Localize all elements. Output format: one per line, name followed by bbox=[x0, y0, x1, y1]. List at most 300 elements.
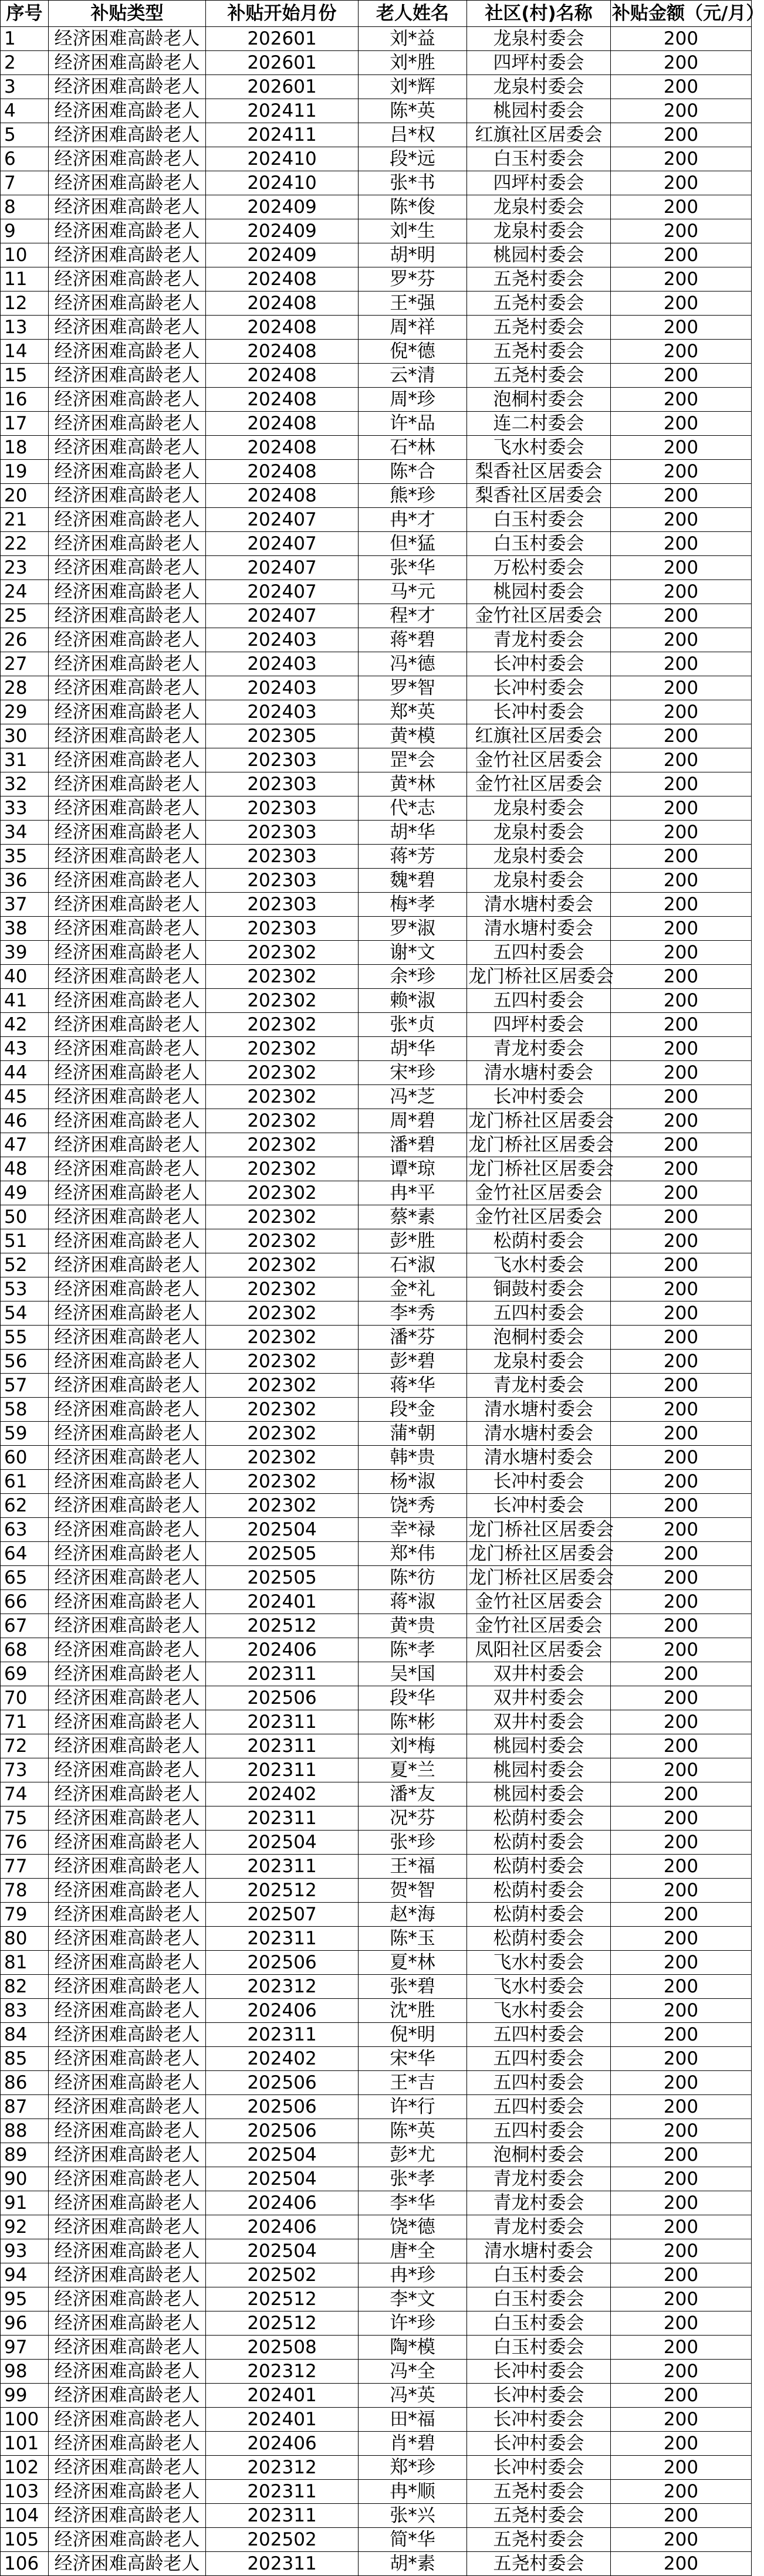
row-community: 龙门桥社区居委会 bbox=[467, 1566, 611, 1590]
row-community: 双井村委会 bbox=[467, 1710, 611, 1734]
row-seq: 48 bbox=[1, 1157, 49, 1181]
row-amount: 200 bbox=[611, 2336, 752, 2360]
table-row bbox=[1, 195, 752, 219]
row-start-month: 202402 bbox=[206, 1782, 359, 1806]
row-subsidy-type: 经济困难高龄老人 bbox=[49, 748, 206, 772]
table-row bbox=[1, 2023, 752, 2047]
table-row bbox=[1, 436, 752, 460]
row-community: 五尧村委会 bbox=[467, 316, 611, 340]
row-community: 长冲村委会 bbox=[467, 1494, 611, 1518]
row-community: 五四村委会 bbox=[467, 2023, 611, 2047]
row-elder-name: 周*碧 bbox=[359, 1109, 467, 1133]
row-community: 四坪村委会 bbox=[467, 171, 611, 195]
table-row bbox=[1, 2239, 752, 2263]
table-row bbox=[1, 75, 752, 99]
row-subsidy-type: 经济困难高龄老人 bbox=[49, 1831, 206, 1855]
row-seq: 24 bbox=[1, 580, 49, 604]
table-row bbox=[1, 1927, 752, 1951]
table-row bbox=[1, 1975, 752, 1999]
row-amount: 200 bbox=[611, 1710, 752, 1734]
table-row bbox=[1, 1879, 752, 1903]
row-community: 青龙村委会 bbox=[467, 1037, 611, 1061]
table-row bbox=[1, 1205, 752, 1229]
table-row bbox=[1, 2263, 752, 2287]
row-seq: 39 bbox=[1, 941, 49, 965]
row-community: 青龙村委会 bbox=[467, 2215, 611, 2239]
row-subsidy-type: 经济困难高龄老人 bbox=[49, 917, 206, 941]
row-community: 五尧村委会 bbox=[467, 2528, 611, 2552]
row-elder-name: 潘*友 bbox=[359, 1782, 467, 1806]
row-community: 青龙村委会 bbox=[467, 2191, 611, 2215]
row-community: 龙泉村委会 bbox=[467, 27, 611, 51]
row-start-month: 202506 bbox=[206, 1951, 359, 1975]
row-elder-name: 赖*淑 bbox=[359, 989, 467, 1013]
row-start-month: 202302 bbox=[206, 1326, 359, 1350]
row-elder-name: 黄*贵 bbox=[359, 1614, 467, 1638]
table-row bbox=[1, 748, 752, 772]
row-seq: 65 bbox=[1, 1566, 49, 1590]
row-seq: 28 bbox=[1, 676, 49, 700]
row-seq: 12 bbox=[1, 292, 49, 316]
row-seq: 76 bbox=[1, 1831, 49, 1855]
row-seq: 70 bbox=[1, 1686, 49, 1710]
row-elder-name: 云*清 bbox=[359, 364, 467, 388]
table-row bbox=[1, 604, 752, 628]
row-community: 长冲村委会 bbox=[467, 2360, 611, 2384]
row-elder-name: 黄*模 bbox=[359, 724, 467, 748]
row-amount: 200 bbox=[611, 2456, 752, 2480]
row-elder-name: 刘*胜 bbox=[359, 51, 467, 75]
row-start-month: 202409 bbox=[206, 219, 359, 243]
table-row bbox=[1, 147, 752, 171]
row-subsidy-type: 经济困难高龄老人 bbox=[49, 2384, 206, 2408]
row-seq: 75 bbox=[1, 1806, 49, 1831]
row-subsidy-type: 经济困难高龄老人 bbox=[49, 1301, 206, 1326]
table-row bbox=[1, 316, 752, 340]
row-subsidy-type: 经济困难高龄老人 bbox=[49, 340, 206, 364]
table-row bbox=[1, 1903, 752, 1927]
row-subsidy-type: 经济困难高龄老人 bbox=[49, 628, 206, 652]
row-amount: 200 bbox=[611, 917, 752, 941]
table-row bbox=[1, 1566, 752, 1590]
row-amount: 200 bbox=[611, 1301, 752, 1326]
row-start-month: 202508 bbox=[206, 2336, 359, 2360]
row-subsidy-type: 经济困难高龄老人 bbox=[49, 893, 206, 917]
row-subsidy-type: 经济困难高龄老人 bbox=[49, 1927, 206, 1951]
row-amount: 200 bbox=[611, 75, 752, 99]
row-amount: 200 bbox=[611, 1903, 752, 1927]
row-start-month: 202302 bbox=[206, 1157, 359, 1181]
row-subsidy-type: 经济困难高龄老人 bbox=[49, 2239, 206, 2263]
table-row bbox=[1, 1446, 752, 1470]
row-start-month: 202504 bbox=[206, 1518, 359, 1542]
row-start-month: 202311 bbox=[206, 2023, 359, 2047]
table-row bbox=[1, 388, 752, 412]
row-subsidy-type: 经济困难高龄老人 bbox=[49, 27, 206, 51]
row-subsidy-type: 经济困难高龄老人 bbox=[49, 1782, 206, 1806]
row-seq: 73 bbox=[1, 1758, 49, 1782]
row-community: 泡桐村委会 bbox=[467, 2143, 611, 2167]
row-seq: 98 bbox=[1, 2360, 49, 2384]
table-row bbox=[1, 1734, 752, 1758]
row-start-month: 202504 bbox=[206, 2143, 359, 2167]
row-start-month: 202303 bbox=[206, 821, 359, 845]
row-elder-name: 刘*益 bbox=[359, 27, 467, 51]
row-amount: 200 bbox=[611, 1446, 752, 1470]
row-amount: 200 bbox=[611, 2287, 752, 2311]
row-seq: 83 bbox=[1, 1999, 49, 2023]
row-amount: 200 bbox=[611, 821, 752, 845]
row-seq: 29 bbox=[1, 700, 49, 724]
row-community: 五尧村委会 bbox=[467, 267, 611, 292]
table-row bbox=[1, 267, 752, 292]
row-elder-name: 周*祥 bbox=[359, 316, 467, 340]
row-subsidy-type: 经济困难高龄老人 bbox=[49, 1470, 206, 1494]
row-seq: 17 bbox=[1, 412, 49, 436]
table-row bbox=[1, 1806, 752, 1831]
row-elder-name: 胡*素 bbox=[359, 2552, 467, 2576]
row-elder-name: 张*贞 bbox=[359, 1013, 467, 1037]
table-row bbox=[1, 532, 752, 556]
row-subsidy-type: 经济困难高龄老人 bbox=[49, 1253, 206, 1277]
row-seq: 74 bbox=[1, 1782, 49, 1806]
row-amount: 200 bbox=[611, 2215, 752, 2239]
table-row bbox=[1, 1422, 752, 1446]
row-community: 青龙村委会 bbox=[467, 1374, 611, 1398]
row-start-month: 202302 bbox=[206, 1205, 359, 1229]
row-elder-name: 杨*淑 bbox=[359, 1470, 467, 1494]
row-start-month: 202311 bbox=[206, 1710, 359, 1734]
row-community: 松荫村委会 bbox=[467, 1903, 611, 1927]
row-subsidy-type: 经济困难高龄老人 bbox=[49, 1446, 206, 1470]
row-community: 长冲村委会 bbox=[467, 700, 611, 724]
row-amount: 200 bbox=[611, 1686, 752, 1710]
row-start-month: 202311 bbox=[206, 1734, 359, 1758]
row-community: 金竹社区居委会 bbox=[467, 1181, 611, 1205]
row-subsidy-type: 经济困难高龄老人 bbox=[49, 580, 206, 604]
row-start-month: 202408 bbox=[206, 340, 359, 364]
row-start-month: 202403 bbox=[206, 676, 359, 700]
row-subsidy-type: 经济困难高龄老人 bbox=[49, 532, 206, 556]
row-elder-name: 彭*尤 bbox=[359, 2143, 467, 2167]
row-amount: 200 bbox=[611, 1374, 752, 1398]
row-subsidy-type: 经济困难高龄老人 bbox=[49, 99, 206, 123]
row-start-month: 202401 bbox=[206, 2384, 359, 2408]
row-elder-name: 宋*珍 bbox=[359, 1061, 467, 1085]
row-community: 飞水村委会 bbox=[467, 1999, 611, 2023]
row-start-month: 202312 bbox=[206, 2456, 359, 2480]
row-community: 长冲村委会 bbox=[467, 1085, 611, 1109]
table-row bbox=[1, 700, 752, 724]
row-elder-name: 胡*明 bbox=[359, 243, 467, 267]
row-community: 青龙村委会 bbox=[467, 2167, 611, 2191]
row-start-month: 202411 bbox=[206, 123, 359, 147]
row-elder-name: 潘*碧 bbox=[359, 1133, 467, 1157]
row-seq: 66 bbox=[1, 1590, 49, 1614]
row-seq: 92 bbox=[1, 2215, 49, 2239]
row-seq: 11 bbox=[1, 267, 49, 292]
row-elder-name: 金*礼 bbox=[359, 1277, 467, 1301]
row-elder-name: 沈*胜 bbox=[359, 1999, 467, 2023]
row-amount: 200 bbox=[611, 147, 752, 171]
header-elder-name: 老人姓名 bbox=[359, 1, 467, 27]
row-start-month: 202407 bbox=[206, 604, 359, 628]
row-subsidy-type: 经济困难高龄老人 bbox=[49, 2504, 206, 2528]
row-subsidy-type: 经济困难高龄老人 bbox=[49, 412, 206, 436]
row-start-month: 202506 bbox=[206, 2119, 359, 2143]
row-subsidy-type: 经济困难高龄老人 bbox=[49, 1326, 206, 1350]
row-start-month: 202312 bbox=[206, 2360, 359, 2384]
row-start-month: 202504 bbox=[206, 2239, 359, 2263]
row-subsidy-type: 经济困难高龄老人 bbox=[49, 1662, 206, 1686]
row-community: 五尧村委会 bbox=[467, 2552, 611, 2576]
row-community: 金竹社区居委会 bbox=[467, 1614, 611, 1638]
row-start-month: 202410 bbox=[206, 147, 359, 171]
row-community: 松荫村委会 bbox=[467, 1927, 611, 1951]
table-row bbox=[1, 1277, 752, 1301]
row-amount: 200 bbox=[611, 2528, 752, 2552]
row-start-month: 202505 bbox=[206, 1542, 359, 1566]
row-elder-name: 贺*智 bbox=[359, 1879, 467, 1903]
header-community: 社区(村)名称 bbox=[467, 1, 611, 27]
row-elder-name: 段*金 bbox=[359, 1398, 467, 1422]
row-amount: 200 bbox=[611, 2408, 752, 2432]
row-amount: 200 bbox=[611, 2432, 752, 2456]
table-row bbox=[1, 1301, 752, 1326]
row-subsidy-type: 经济困难高龄老人 bbox=[49, 1734, 206, 1758]
table-row bbox=[1, 2287, 752, 2311]
row-elder-name: 张*珍 bbox=[359, 1831, 467, 1855]
row-seq: 105 bbox=[1, 2528, 49, 2552]
row-subsidy-type: 经济困难高龄老人 bbox=[49, 700, 206, 724]
row-seq: 5 bbox=[1, 123, 49, 147]
row-elder-name: 谢*文 bbox=[359, 941, 467, 965]
table-row bbox=[1, 2143, 752, 2167]
row-start-month: 202311 bbox=[206, 2504, 359, 2528]
row-start-month: 202505 bbox=[206, 1566, 359, 1590]
row-subsidy-type: 经济困难高龄老人 bbox=[49, 2119, 206, 2143]
row-community: 龙泉村委会 bbox=[467, 821, 611, 845]
row-community: 飞水村委会 bbox=[467, 1951, 611, 1975]
row-community: 青龙村委会 bbox=[467, 628, 611, 652]
row-subsidy-type: 经济困难高龄老人 bbox=[49, 1806, 206, 1831]
row-subsidy-type: 经济困难高龄老人 bbox=[49, 1398, 206, 1422]
row-elder-name: 冯*全 bbox=[359, 2360, 467, 2384]
row-amount: 200 bbox=[611, 2263, 752, 2287]
row-seq: 90 bbox=[1, 2167, 49, 2191]
row-elder-name: 饶*秀 bbox=[359, 1494, 467, 1518]
row-subsidy-type: 经济困难高龄老人 bbox=[49, 2528, 206, 2552]
row-seq: 33 bbox=[1, 796, 49, 821]
row-start-month: 202401 bbox=[206, 1590, 359, 1614]
row-amount: 200 bbox=[611, 1542, 752, 1566]
row-community: 五尧村委会 bbox=[467, 2480, 611, 2504]
row-subsidy-type: 经济困难高龄老人 bbox=[49, 989, 206, 1013]
row-elder-name: 张*书 bbox=[359, 171, 467, 195]
row-community: 四坪村委会 bbox=[467, 1013, 611, 1037]
row-subsidy-type: 经济困难高龄老人 bbox=[49, 75, 206, 99]
row-seq: 64 bbox=[1, 1542, 49, 1566]
row-amount: 200 bbox=[611, 1782, 752, 1806]
row-seq: 43 bbox=[1, 1037, 49, 1061]
row-community: 龙门桥社区居委会 bbox=[467, 1109, 611, 1133]
table-row bbox=[1, 292, 752, 316]
row-elder-name: 陈*彬 bbox=[359, 1710, 467, 1734]
row-start-month: 202601 bbox=[206, 51, 359, 75]
row-seq: 52 bbox=[1, 1253, 49, 1277]
table-row bbox=[1, 1782, 752, 1806]
row-elder-name: 冉*平 bbox=[359, 1181, 467, 1205]
table-row bbox=[1, 893, 752, 917]
row-subsidy-type: 经济困难高龄老人 bbox=[49, 1686, 206, 1710]
row-community: 白玉村委会 bbox=[467, 532, 611, 556]
row-elder-name: 陈*玉 bbox=[359, 1927, 467, 1951]
row-seq: 81 bbox=[1, 1951, 49, 1975]
table-row bbox=[1, 171, 752, 195]
row-community: 松荫村委会 bbox=[467, 1855, 611, 1879]
row-elder-name: 潘*芬 bbox=[359, 1326, 467, 1350]
row-start-month: 202407 bbox=[206, 532, 359, 556]
row-seq: 54 bbox=[1, 1301, 49, 1326]
table-row bbox=[1, 1013, 752, 1037]
row-amount: 200 bbox=[611, 1590, 752, 1614]
row-amount: 200 bbox=[611, 2552, 752, 2576]
row-community: 龙门桥社区居委会 bbox=[467, 1542, 611, 1566]
row-start-month: 202406 bbox=[206, 1638, 359, 1662]
row-amount: 200 bbox=[611, 1734, 752, 1758]
row-amount: 200 bbox=[611, 869, 752, 893]
table-row bbox=[1, 676, 752, 700]
row-seq: 22 bbox=[1, 532, 49, 556]
table-row bbox=[1, 1181, 752, 1205]
row-community: 龙门桥社区居委会 bbox=[467, 1157, 611, 1181]
row-subsidy-type: 经济困难高龄老人 bbox=[49, 171, 206, 195]
row-subsidy-type: 经济困难高龄老人 bbox=[49, 364, 206, 388]
row-seq: 97 bbox=[1, 2336, 49, 2360]
table-row bbox=[1, 1470, 752, 1494]
row-amount: 200 bbox=[611, 1758, 752, 1782]
row-community: 长冲村委会 bbox=[467, 1470, 611, 1494]
table-row bbox=[1, 1374, 752, 1398]
row-start-month: 202403 bbox=[206, 652, 359, 676]
row-seq: 42 bbox=[1, 1013, 49, 1037]
row-amount: 200 bbox=[611, 2119, 752, 2143]
row-community: 红旗社区居委会 bbox=[467, 123, 611, 147]
row-community: 龙门桥社区居委会 bbox=[467, 965, 611, 989]
row-community: 龙泉村委会 bbox=[467, 75, 611, 99]
table-row bbox=[1, 1253, 752, 1277]
row-amount: 200 bbox=[611, 1470, 752, 1494]
table-row bbox=[1, 1758, 752, 1782]
row-subsidy-type: 经济困难高龄老人 bbox=[49, 1037, 206, 1061]
table-row bbox=[1, 1494, 752, 1518]
row-amount: 200 bbox=[611, 628, 752, 652]
row-amount: 200 bbox=[611, 2360, 752, 2384]
table-row bbox=[1, 484, 752, 508]
row-subsidy-type: 经济困难高龄老人 bbox=[49, 1590, 206, 1614]
row-subsidy-type: 经济困难高龄老人 bbox=[49, 1109, 206, 1133]
table-row bbox=[1, 1037, 752, 1061]
row-amount: 200 bbox=[611, 51, 752, 75]
row-subsidy-type: 经济困难高龄老人 bbox=[49, 1229, 206, 1253]
row-community: 龙门桥社区居委会 bbox=[467, 1518, 611, 1542]
row-community: 飞水村委会 bbox=[467, 436, 611, 460]
row-start-month: 202302 bbox=[206, 1494, 359, 1518]
row-subsidy-type: 经济困难高龄老人 bbox=[49, 1951, 206, 1975]
row-subsidy-type: 经济困难高龄老人 bbox=[49, 869, 206, 893]
row-subsidy-type: 经济困难高龄老人 bbox=[49, 484, 206, 508]
row-seq: 68 bbox=[1, 1638, 49, 1662]
row-seq: 23 bbox=[1, 556, 49, 580]
row-start-month: 202408 bbox=[206, 484, 359, 508]
row-subsidy-type: 经济困难高龄老人 bbox=[49, 2408, 206, 2432]
row-subsidy-type: 经济困难高龄老人 bbox=[49, 51, 206, 75]
row-seq: 10 bbox=[1, 243, 49, 267]
row-seq: 47 bbox=[1, 1133, 49, 1157]
row-community: 桃园村委会 bbox=[467, 1734, 611, 1758]
row-amount: 200 bbox=[611, 1229, 752, 1253]
row-elder-name: 熊*珍 bbox=[359, 484, 467, 508]
row-seq: 63 bbox=[1, 1518, 49, 1542]
row-start-month: 202311 bbox=[206, 1806, 359, 1831]
row-subsidy-type: 经济困难高龄老人 bbox=[49, 2263, 206, 2287]
row-start-month: 202408 bbox=[206, 267, 359, 292]
row-subsidy-type: 经济困难高龄老人 bbox=[49, 1879, 206, 1903]
row-start-month: 202303 bbox=[206, 796, 359, 821]
table-row bbox=[1, 2408, 752, 2432]
table-row bbox=[1, 1855, 752, 1879]
table-row bbox=[1, 1326, 752, 1350]
row-start-month: 202410 bbox=[206, 171, 359, 195]
row-start-month: 202408 bbox=[206, 388, 359, 412]
row-community: 龙门桥社区居委会 bbox=[467, 1133, 611, 1157]
row-subsidy-type: 经济困难高龄老人 bbox=[49, 2432, 206, 2456]
row-start-month: 202302 bbox=[206, 1350, 359, 1374]
row-seq: 51 bbox=[1, 1229, 49, 1253]
row-seq: 84 bbox=[1, 2023, 49, 2047]
row-subsidy-type: 经济困难高龄老人 bbox=[49, 2095, 206, 2119]
table-row bbox=[1, 580, 752, 604]
row-elder-name: 冉*珍 bbox=[359, 2263, 467, 2287]
row-elder-name: 陈*彷 bbox=[359, 1566, 467, 1590]
row-elder-name: 陶*模 bbox=[359, 2336, 467, 2360]
row-elder-name: 陈*英 bbox=[359, 2119, 467, 2143]
row-amount: 200 bbox=[611, 2239, 752, 2263]
row-amount: 200 bbox=[611, 412, 752, 436]
row-seq: 50 bbox=[1, 1205, 49, 1229]
row-elder-name: 梅*孝 bbox=[359, 893, 467, 917]
row-elder-name: 夏*兰 bbox=[359, 1758, 467, 1782]
row-community: 五四村委会 bbox=[467, 2071, 611, 2095]
row-start-month: 202312 bbox=[206, 1975, 359, 1999]
table-row bbox=[1, 917, 752, 941]
row-community: 清水塘村委会 bbox=[467, 917, 611, 941]
row-subsidy-type: 经济困难高龄老人 bbox=[49, 1133, 206, 1157]
row-subsidy-type: 经济困难高龄老人 bbox=[49, 676, 206, 700]
row-start-month: 202302 bbox=[206, 1061, 359, 1085]
row-seq: 88 bbox=[1, 2119, 49, 2143]
row-seq: 53 bbox=[1, 1277, 49, 1301]
row-amount: 200 bbox=[611, 1253, 752, 1277]
row-seq: 58 bbox=[1, 1398, 49, 1422]
row-start-month: 202302 bbox=[206, 1181, 359, 1205]
table-row bbox=[1, 460, 752, 484]
row-seq: 4 bbox=[1, 99, 49, 123]
table-row bbox=[1, 2047, 752, 2071]
row-elder-name: 冯*英 bbox=[359, 2384, 467, 2408]
row-seq: 15 bbox=[1, 364, 49, 388]
row-elder-name: 程*才 bbox=[359, 604, 467, 628]
